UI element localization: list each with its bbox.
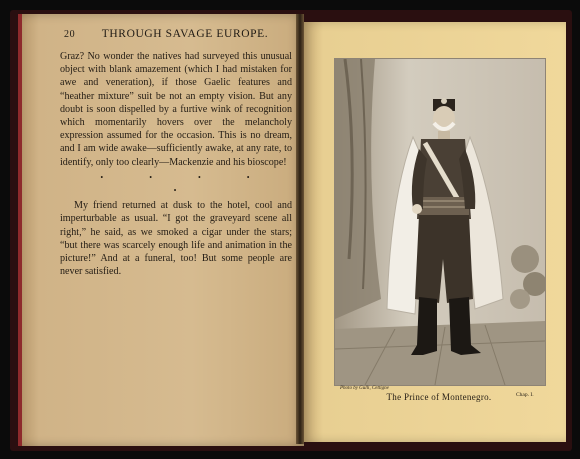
photo-caption: The Prince of Montenegro. <box>386 392 492 402</box>
prince-photograph <box>334 58 546 386</box>
photo-credit: Photo by Gulli, Cettigne <box>340 386 389 391</box>
section-break: • • • • • <box>100 172 272 196</box>
running-head-title: THROUGH SAVAGE EUROPE. <box>101 28 269 40</box>
prince-figure-illustration <box>335 59 545 385</box>
body-text <box>60 50 292 278</box>
paragraph-2: My friend returned at dusk to the hotel, cool and imperturbable as usual. “I got the graveyard scene all right,” he said, as we smoked a cigar under the stars; “but there was scarcely enough life and animation in the picture!” And at a funeral, too! But some people are never satisfied. <box>60 200 292 278</box>
running-head <box>64 28 294 40</box>
page-number: 20 <box>64 29 76 40</box>
book-gutter <box>296 14 304 444</box>
chapter-reference: Chap. I. <box>516 392 534 398</box>
paragraph-1: Graz? No wonder the natives had surveyed this unusual object with blank amazement (which I had mistaken for awe and veneration), if those Gaelic features and “heather mixture” suit be not an empty vision. But any doubt is soon dispelled by a furtive wink of recognition which momentarily hovers over the melancholy expression assumed for the occasion. This is no dream, and I am wide awake—sufficiently awake, at any rate, to identify, only too clearly—Mackenzie and his bioscope! <box>60 51 292 168</box>
